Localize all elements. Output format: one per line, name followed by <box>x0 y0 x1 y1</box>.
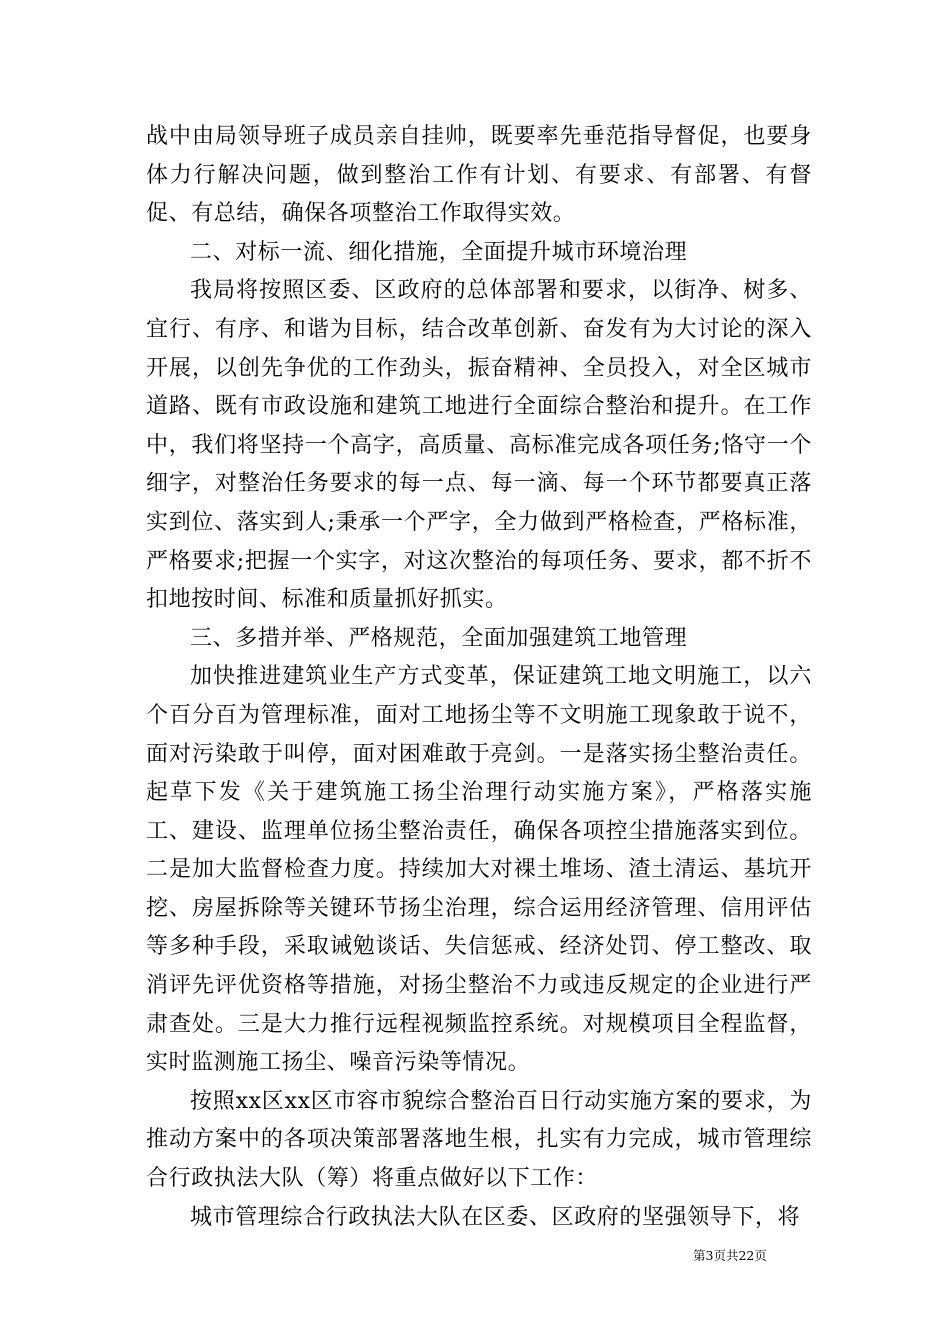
page-number-footer: 第3页共22页 <box>693 1248 767 1263</box>
section-heading-3: 三、多措并举、严格规范，全面加强建筑工地管理 <box>190 625 688 651</box>
paragraph-plan-intro: 按照xx区xx区市容市貌综合整治百日行动实施方案的要求，为推动方案中的各项决策部署落地生根，扎实有力完成，城市管理综合行政执法大队（筹）将重点做好以下工作： <box>146 1088 812 1192</box>
paragraph-continued: 战中由局领导班子成员亲自挂帅，既要率先垂范指导督促，也要身体力行解决问题，做到整治工作有计划、有要求、有部署、有督促、有总结，确保各项整治工作取得实效。 <box>146 124 812 227</box>
section-heading-2: 二、对标一流、细化措施，全面提升城市环境治理 <box>190 239 688 265</box>
paragraph-section-2: 我局将按照区委、区政府的总体部署和要求，以街净、树多、宜行、有序、和谐为目标，结合改革创新、奋发有为大讨论的深入开展，以创先争优的工作劲头，振奋精神、全员投入，对全区城市道路、既有市政设施和建筑工地进行全面综合整治和提升。在工作中，我们将坚持一个高字，高质量、高标准完成各项任务;恪守一个细字，对整治任务要求的每一点、每一滴、每一个环节都要真正落实到位、落实到人;秉承一个严字，全力做到严格检查，严格标准，严格要求;把握一个实字，对这次整治的每项任务、要求，都不折不扣地按时间、标准和质量抓好抓实。 <box>146 278 812 613</box>
document-body <box>146 118 812 1237</box>
paragraph-section-3: 加快推进建筑业生产方式变革，保证建筑工地文明施工，以六个百分百为管理标准，面对工地扬尘等不文明施工现象敢于说不，面对污染敢于叫停，面对困难敢于亮剑。一是落实扬尘整治责任。起草下发《关于建筑施工扬尘治理行动实施方案》，严格落实施工、建设、监理单位扬尘整治责任，确保各项控尘措施落实到位。二是加大监督检查力度。持续加大对裸土堆场、渣土清运、基坑开挖、房屋拆除等关键环节扬尘治理，综合运用经济管理、信用评估等多种手段，采取诫勉谈话、失信惩戒、经济处罚、停工整改、取消评先评优资格等措施，对扬尘整治不力或违反规定的企业进行严肃查处。三是大力推行远程视频监控系统。对规模项目全程监督，实时监测施工扬尘、噪音污染等情况。 <box>146 664 812 1076</box>
paragraph-last: 城市管理综合行政执法大队在区委、区政府的坚强领导下，将 <box>190 1204 801 1230</box>
